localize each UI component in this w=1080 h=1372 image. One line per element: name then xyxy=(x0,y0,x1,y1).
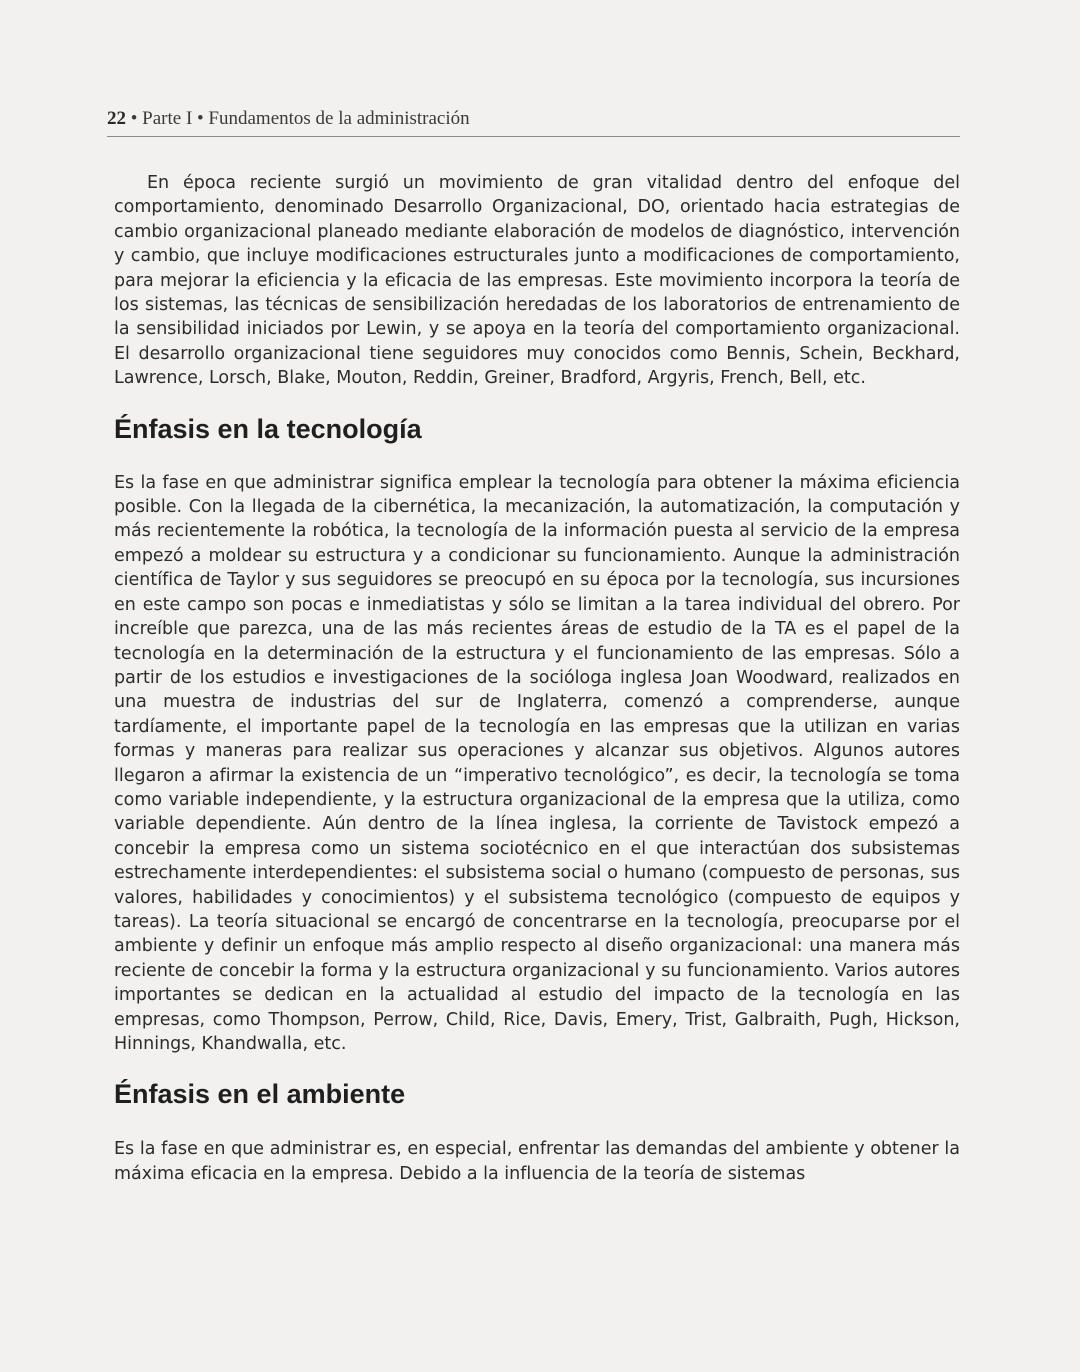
section-heading-technology: Énfasis en la tecnología xyxy=(114,413,422,444)
paragraph-environment-emphasis: Es la fase en que administrar es, en especial, enfrentar las demandas del ambiente y obtener la máxima eficacia en la empresa. Debido a la influencia de la teoría de sistemas xyxy=(114,1139,960,1184)
running-head-text: • Parte I • Fundamentos de la administración xyxy=(126,108,470,129)
paragraph-technology-emphasis: Es la fase en que administrar significa emplear la tecnología para obtener la máxima eficiencia posible. Con la llegada de la cibernética, la mecanización, la automatización, la computación y más recientemente la robótica, la tecnología de la información puesta al servicio de la empresa empezó a moldear su estructura y a condicionar su funcionamiento. Aunque la administración científica de Taylor y sus seguidores se preocupó en su época por la tecnología, sus incursiones en este campo son pocas e inmediatistas y sólo se limitan a la tarea individual del obrero. Por increíble que parezca, una de las más recientes áreas de estudio de la TA es el papel de la tecnología en la determinación de la estructura y el funcionamiento de las empresas. Sólo a partir de los estudios e investigaciones de la socióloga inglesa Joan Woodward, realizados en una muestra de industrias del sur de Inglaterra, comenzó a comprenderse, aunque tardíamente, el importante papel de la tecnología en las empresas que la utilizan en varias formas y maneras para realizar sus operaciones y alcanzar sus objetivos. Algunos autores llegaron a afirmar la existencia de un “imperativo tecnológico”, es decir, la tecnología se toma como variable independiente, y la estructura organizacional de la empresa que la utiliza, como variable dependiente. Aún dentro de la línea inglesa, la corriente de Tavistock empezó a concebir la empresa como un sistema sociotécnico en el que interactúan dos subsistemas estrechamente interdependientes: el subsistema social o humano (compuesto de personas, sus valores, habilidades y conocimientos) y el subsistema tecnológico (compuesto de equipos y tareas). La teoría situacional se encargó de concentrarse en la tecnología, preocuparse por el ambiente y definir un enfoque más amplio respecto al diseño organizacional: una manera más reciente de concebir la forma y la estructura organizacional y su funcionamiento. Varios autores importantes se dedican en la actualidad al estudio del impacto de la tecnología en las empresas, como Thompson, Perrow, Child, Rice, Davis, Emery, Trist, Galbraith, Pugh, Hickson, Hinnings, Khandwalla, etc. xyxy=(114,472,960,1054)
running-header xyxy=(107,106,960,132)
header-rule xyxy=(107,136,960,137)
page-body xyxy=(114,171,960,1186)
paragraph-organizational-development: En época reciente surgió un movimiento de gran vitalidad dentro del enfoque del comportamiento, denominado Desarrollo Organizacional, DO, orientado hacia estrategias de cambio organizacional planeado mediante elaboración de modelos de diagnóstico, intervención y cambio, que incluye modificaciones estructurales junto a modificaciones de comportamiento, para mejorar la eficiencia y la eficacia de las empresas. Este movimiento incorpora la teoría de los sistemas, las técnicas de sensibilización heredadas de los laboratorios de entrenamiento de la sensibilidad iniciados por Lewin, y se apoya en la teoría del comportamiento organizacional. El desarrollo organizacional tiene seguidores muy conocidos como Bennis, Schein, Beckhard, Lawrence, Lorsch, Blake, Mouton, Reddin, Greiner, Bradford, Argyris, French, Bell, etc. xyxy=(114,173,960,389)
page-number: 22 xyxy=(107,108,126,129)
section-heading-environment: Énfasis en el ambiente xyxy=(114,1079,406,1110)
